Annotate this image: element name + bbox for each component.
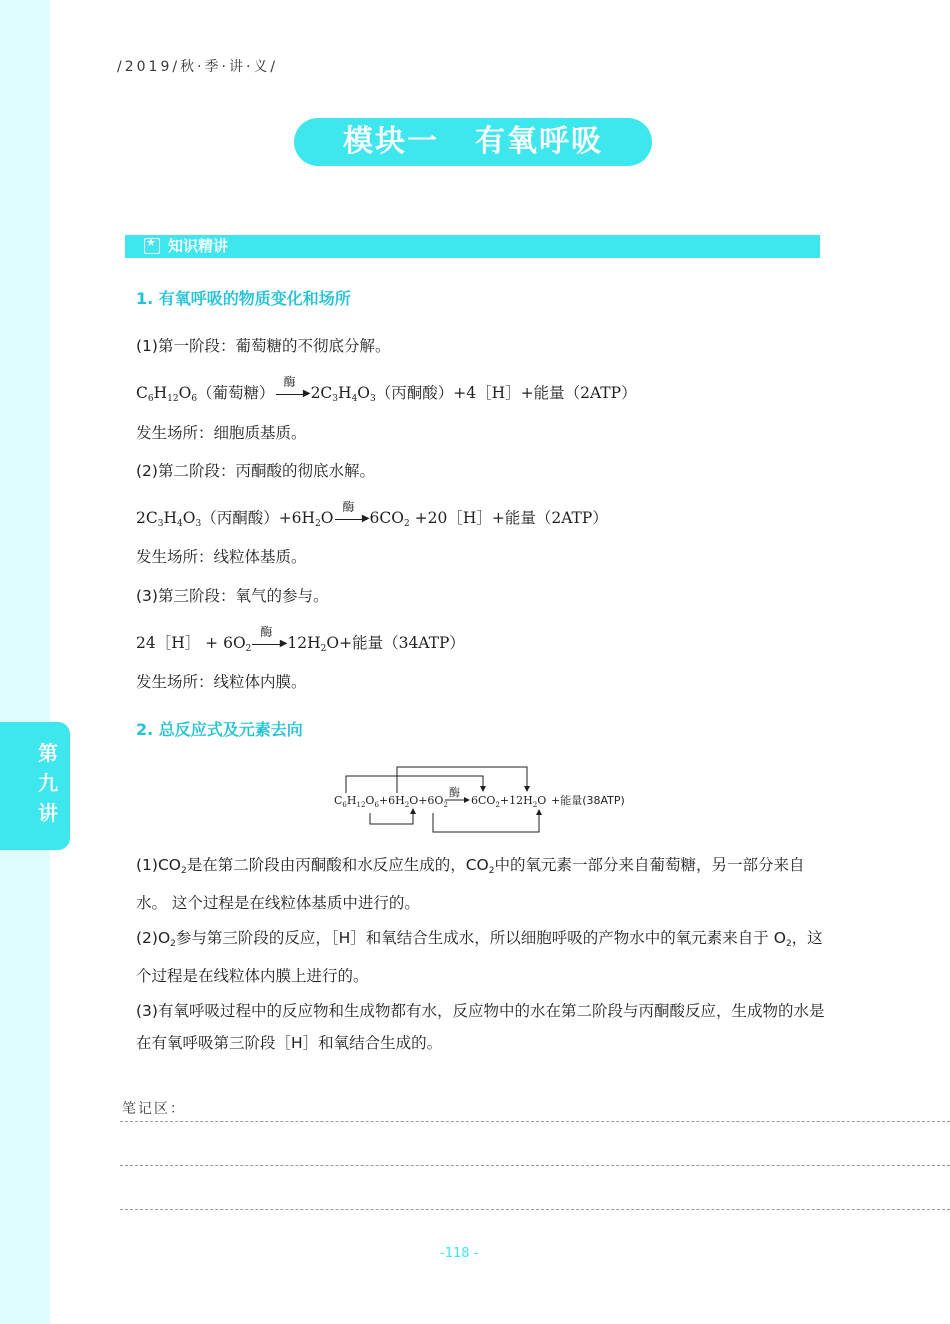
star-icon xyxy=(144,238,160,254)
section-bar xyxy=(125,235,820,258)
stage1-title: (1)第一阶段：葡萄糖的不彻底分解。 xyxy=(136,337,391,355)
stage1-site: 发生场所：细胞质基质。 xyxy=(136,424,307,442)
reaction-arrow-icon: 酶 ▶ xyxy=(335,513,369,525)
stage3-title: (3)第三阶段：氧气的参与。 xyxy=(136,587,329,605)
stage2-site: 发生场所：线粒体基质。 xyxy=(136,548,307,566)
paragraph-water-role: (3)有氧呼吸过程中的反应物和生成物都有水，反应物中的水在第二阶段与丙酮酸反应，生成物的水是在有氧呼吸第三阶段［H］和氧结合生成的。 xyxy=(136,1002,825,1052)
side-strip xyxy=(0,0,50,1324)
note-line xyxy=(120,1209,950,1210)
stage2-title: (2)第二阶段：丙酮酸的彻底水解。 xyxy=(136,462,375,480)
paragraph-co2-origin: $(1)CO_2$是在第二阶段由丙酮酸和水反应生成的，$CO_2$中的氧元素一部分来自葡萄糖，另一部分来自水。 这个过程是在线粒体基质中进行的。 xyxy=(136,856,805,912)
reaction-arrow-icon: 酶 ▶ xyxy=(252,638,286,650)
paragraph-o2-role: $(2)O_2$参与第三阶段的反应，［H］和氧结合生成水，所以细胞呼吸的产物水中的氧元素来自于 $O_2$，这个过程是在线粒体内膜上进行的。 xyxy=(136,929,823,985)
note-line xyxy=(120,1121,950,1122)
stage3-equation: 24［H］ + $6O_2$ 酶 ▶ $12H_2O+$能量（34ATP） xyxy=(136,625,465,654)
note-line xyxy=(120,1165,950,1166)
stage1-equation: $C_6H_{12}O_6$（葡萄糖） 酶 ▶ $2C_3H_4O_3$（丙酮酸）+4［H］+能量（2ATP） xyxy=(136,375,637,404)
section-heading-2: 2. 总反应式及元素去向 xyxy=(136,720,303,739)
reaction-arrow-icon: 酶 ▶ xyxy=(276,388,310,400)
notes-label: 笔记区： xyxy=(122,1101,186,1117)
page-number: -118 - xyxy=(440,1246,479,1261)
section-bar-label: 知识精讲 xyxy=(168,237,229,255)
stage3-site: 发生场所：线粒体内膜。 xyxy=(136,673,307,691)
section-heading-1: 1. 有氧呼吸的物质变化和场所 xyxy=(136,289,351,308)
element-tracing-diagram xyxy=(333,766,633,838)
svg-text:C6H12O6+6H2O+6O2: $C_6H_{12}O_6+6H_2O+6O_2$ xyxy=(334,794,448,809)
chapter-side-tab-label: 第 九 讲 xyxy=(38,741,58,825)
svg-text:6CO2+12H2O: $6CO_2+12H_2O$ xyxy=(471,794,547,809)
diagram-energy-label: +能量(38ATP) xyxy=(551,794,625,807)
page-header: /2019/秋·季·讲·义/ xyxy=(117,59,279,75)
diagram-enzyme-label: 酶 xyxy=(449,786,460,799)
module-title: 模块一 有氧呼吸 xyxy=(294,118,652,166)
stage2-equation: $2C_3H_4O_3$（丙酮酸）$+6H_2O$ 酶 ▶ $6CO_2$ +20［H］+能量（2ATP） xyxy=(136,500,608,529)
